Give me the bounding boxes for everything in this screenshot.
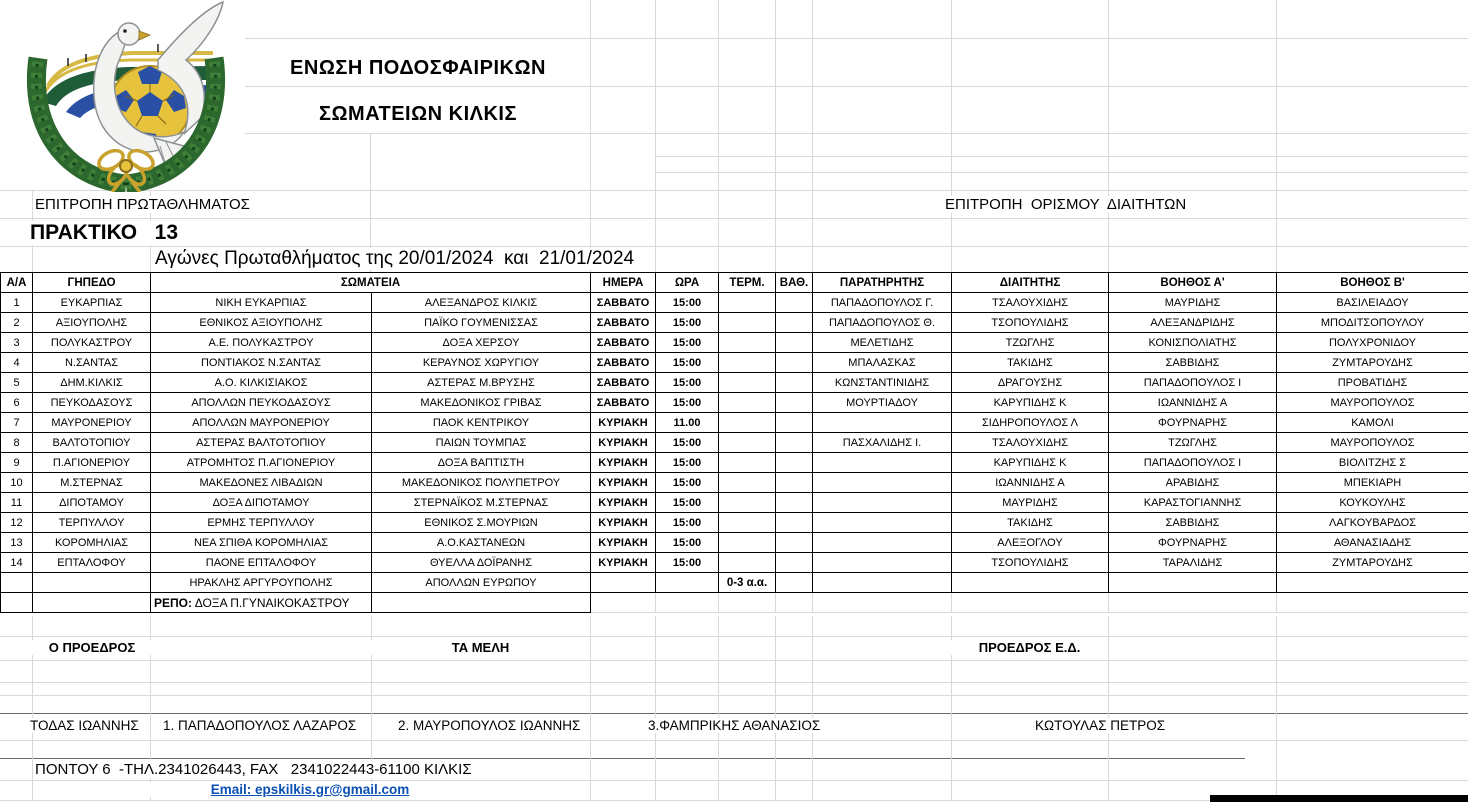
cell-assist-a: ΚΑΡΑΣΤΟΓΙΑΝΝΗΣ xyxy=(1109,493,1277,513)
cell-away: ΔΟΞΑ ΒΑΠΤΙΣΤΗ xyxy=(372,453,591,473)
cell-referee: ΤΖΩΓΛΗΣ xyxy=(952,333,1109,353)
cell-vath xyxy=(776,493,813,513)
match-row xyxy=(1,473,1468,493)
cell-term xyxy=(719,333,776,353)
col-header-assist-a: ΒΟΗΘΟΣ Α' xyxy=(1109,273,1277,293)
cell-assist-b: ΒΑΣΙΛΕΙΑΔΟΥ xyxy=(1277,293,1468,313)
gridline xyxy=(812,616,813,800)
cell-no xyxy=(1,573,33,593)
cell-no: 12 xyxy=(1,513,33,533)
cell-time: 15:00 xyxy=(656,333,719,353)
cell-no: 6 xyxy=(1,393,33,413)
president-ed-name: ΚΩΤΟΥΛΑΣ ΠΕΤΡΟΣ xyxy=(1035,718,1166,733)
cell-vath xyxy=(776,433,813,453)
match-row xyxy=(1,433,1468,453)
cell-vath xyxy=(776,333,813,353)
cell-away: ΑΣΤΕΡΑΣ Μ.ΒΡΥΣΗΣ xyxy=(372,373,591,393)
cell-assist-a: ΙΩΑΝΝΙΔΗΣ Α xyxy=(1109,393,1277,413)
cell-observer xyxy=(813,493,952,513)
match-row xyxy=(1,293,1468,313)
col-header-term: ΤΕΡΜ. xyxy=(719,273,776,293)
col-header-referee: ΔΙΑΙΤΗΤΗΣ xyxy=(952,273,1109,293)
member-name-2: 2. ΜΑΥΡΟΠΟΥΛΟΣ ΙΩΑΝΝΗΣ xyxy=(398,718,581,733)
cell-assist-b: ΜΠΟΔΙΤΣΟΠΟΥΛΟΥ xyxy=(1277,313,1468,333)
cell-day: ΣΑΒΒΑΤΟ xyxy=(591,293,656,313)
cell-time: 15:00 xyxy=(656,393,719,413)
cell-venue xyxy=(33,573,151,593)
cell-away: ΑΠΟΛΛΩΝ ΕΥΡΩΠΟΥ xyxy=(372,573,591,593)
cell-day: ΚΥΡΙΑΚΗ xyxy=(591,493,656,513)
cell-no: 10 xyxy=(1,473,33,493)
cell-vath xyxy=(776,353,813,373)
cell-assist-a: ΣΑΒΒΙΔΗΣ xyxy=(1109,513,1277,533)
cell-referee: ΣΙΔΗΡΟΠΟΥΛΟΣ Λ xyxy=(952,413,1109,433)
cell-venue: ΠΕΥΚΟΔΑΣΟΥΣ xyxy=(33,393,151,413)
match-row xyxy=(1,533,1468,553)
cell-day: ΣΑΒΒΑΤΟ xyxy=(591,313,656,333)
org-title-line1: ΕΝΩΣΗ ΠΟΔΟΣΦΑΙΡΙΚΩΝ xyxy=(247,57,589,80)
gridline xyxy=(1276,0,1277,272)
gridline xyxy=(812,0,813,272)
cell-referee: ΑΛΕΞΟΓΛΟΥ xyxy=(952,533,1109,553)
cell-day: ΚΥΡΙΑΚΗ xyxy=(591,533,656,553)
match-row xyxy=(1,553,1468,573)
cell-assist-a: ΑΡΑΒΙΔΗΣ xyxy=(1109,473,1277,493)
match-row xyxy=(1,353,1468,373)
cell-home: ΠΟΝΤΙΑΚΟΣ Ν.ΣΑΝΤΑΣ xyxy=(151,353,372,373)
cell-away: ΠΑΙΩΝ ΤΟΥΜΠΑΣ xyxy=(372,433,591,453)
cell-observer xyxy=(813,573,952,593)
cell-observer xyxy=(813,413,952,433)
cell-term xyxy=(719,433,776,453)
cell-referee: ΚΑΡΥΠΙΔΗΣ Κ xyxy=(952,453,1109,473)
gridline xyxy=(0,695,1468,696)
gridline xyxy=(245,133,1468,134)
cell-referee: ΜΑΥΡΙΔΗΣ xyxy=(952,493,1109,513)
cell-observer xyxy=(813,553,952,573)
cell-day: ΚΥΡΙΑΚΗ xyxy=(591,473,656,493)
cell-day: ΚΥΡΙΑΚΗ xyxy=(591,413,656,433)
cell-away: ΠΑΪΚΟ ΓΟΥΜΕΝΙΣΣΑΣ xyxy=(372,313,591,333)
cell-home: ΝΙΚΗ ΕΥΚΑΡΠΙΑΣ xyxy=(151,293,372,313)
cell-time: 15:00 xyxy=(656,513,719,533)
cell-time: 11.00 xyxy=(656,413,719,433)
cell-term xyxy=(719,313,776,333)
match-row xyxy=(1,493,1468,513)
cell-vath xyxy=(776,553,813,573)
cell-vath xyxy=(776,313,813,333)
match-row xyxy=(1,513,1468,533)
committee-left-label: ΕΠΙΤΡΟΠΗ ΠΡΩΤΑΘΛΗΜΑΤΟΣ xyxy=(35,196,250,213)
col-header-vath: ΒΑΘ. xyxy=(776,273,813,293)
cell-term xyxy=(719,473,776,493)
cell-venue: ΔΙΠΟΤΑΜΟΥ xyxy=(33,493,151,513)
match-row xyxy=(1,373,1468,393)
cell-assist-b: ΒΙΟΛΙΤΖΗΣ Σ xyxy=(1277,453,1468,473)
gridline xyxy=(655,616,656,800)
cell-time xyxy=(656,573,719,593)
cell-venue: Π.ΑΓΙΟΝΕΡΙΟΥ xyxy=(33,453,151,473)
cell-away: ΠΑΟΚ ΚΕΝΤΡΙΚΟΥ xyxy=(372,413,591,433)
cell-day: ΣΑΒΒΑΤΟ xyxy=(591,373,656,393)
table-row-repo xyxy=(1,593,1468,613)
gridline xyxy=(0,246,1468,247)
cell-assist-a: ΤΑΡΑΛΙΔΗΣ xyxy=(1109,553,1277,573)
cell-vath xyxy=(776,413,813,433)
cell-home: ΜΑΚΕΔΟΝΕΣ ΛΙΒΑΔΙΩΝ xyxy=(151,473,372,493)
cell-time: 15:00 xyxy=(656,453,719,473)
gridline xyxy=(0,780,1468,781)
cell-home: ΗΡΑΚΛΗΣ ΑΡΓΥΡΟΥΠΟΛΗΣ xyxy=(151,573,372,593)
address-line: ΠΟΝΤΟΥ 6 -ΤΗΛ.2341026443, FAX 2341022443-61100 ΚΙΛΚΙΣ xyxy=(35,761,472,778)
col-header-clubs: ΣΩΜΑΤΕΙΑ xyxy=(151,273,591,293)
cell-no: 3 xyxy=(1,333,33,353)
gridline xyxy=(951,0,952,272)
cell-referee: ΤΣΑΛΟΥΧΙΔΗΣ xyxy=(952,433,1109,453)
president-ed-label: ΠΡΟΕΔΡΟΣ Ε.Δ. xyxy=(951,640,1108,655)
gridline xyxy=(0,660,1468,661)
eps-kilkis-crest-logo xyxy=(8,0,245,192)
cell-away: ΜΑΚΕΔΟΝΙΚΟΣ ΓΡΙΒΑΣ xyxy=(372,393,591,413)
cell-no: 14 xyxy=(1,553,33,573)
cell-home: ΑΠΟΛΛΩΝ ΜΑΥΡΟΝΕΡΙΟΥ xyxy=(151,413,372,433)
cell-venue: ΑΞΙΟΥΠΟΛΗΣ xyxy=(33,313,151,333)
cell-away: Α.Ο.ΚΑΣΤΑΝΕΩΝ xyxy=(372,533,591,553)
repo-label: ΡΕΠΟ: xyxy=(154,595,193,610)
cell-time: 15:00 xyxy=(656,353,719,373)
cell-no: 7 xyxy=(1,413,33,433)
cell-repo-note xyxy=(151,593,372,613)
committee-right-label: ΕΠΙΤΡΟΠΗ ΟΡΙΣΜΟΥ ΔΙΑΙΤΗΤΩΝ xyxy=(945,196,1187,213)
cell-day: ΚΥΡΙΑΚΗ xyxy=(591,553,656,573)
cell-home: ΝΕΑ ΣΠΙΘΑ ΚΟΡΟΜΗΛΙΑΣ xyxy=(151,533,372,553)
cell-vath xyxy=(776,293,813,313)
cell-away: ΚΕΡΑΥΝΟΣ ΧΩΡΥΓΙΟΥ xyxy=(372,353,591,373)
cell-term xyxy=(719,553,776,573)
cell-assist-a: ΚΟΝΙΣΠΟΛΙΑΤΗΣ xyxy=(1109,333,1277,353)
gridline xyxy=(0,682,1468,683)
cell-assist-b: ΚΟΥΚΟΥΛΗΣ xyxy=(1277,493,1468,513)
cell-home: ΔΟΞΑ ΔΙΠΟΤΑΜΟΥ xyxy=(151,493,372,513)
cell-assist-b: ΜΠΕΚΙΑΡΗ xyxy=(1277,473,1468,493)
cell-vath xyxy=(776,533,813,553)
cell-referee xyxy=(952,573,1109,593)
cell-home: Α.Ε. ΠΟΛΥΚΑΣΤΡΟΥ xyxy=(151,333,372,353)
member-name-3: 3.ΦΑΜΠΡΙΚΗΣ ΑΘΑΝΑΣΙΟΣ xyxy=(648,718,821,733)
cell-home: ΑΤΡΟΜΗΤΟΣ Π.ΑΓΙΟΝΕΡΙΟΥ xyxy=(151,453,372,473)
cell-assist-b: ΚΑΜΟΛΙ xyxy=(1277,413,1468,433)
president-name: ΤΟΔΑΣ ΙΩΑΝΝΗΣ xyxy=(30,718,139,733)
matches-subtitle: Αγώνες Πρωταθλήματος της 20/01/2024 και 21/01/2024 xyxy=(155,248,635,269)
cell-term xyxy=(719,293,776,313)
cell-away: ΘΥΕΛΛΑ ΔΟΪΡΑΝΗΣ xyxy=(372,553,591,573)
cell-day: ΚΥΡΙΑΚΗ xyxy=(591,513,656,533)
cell-referee: ΤΑΚΙΔΗΣ xyxy=(952,513,1109,533)
match-row xyxy=(1,393,1468,413)
bottom-black-bar xyxy=(1210,795,1468,802)
cell-observer xyxy=(813,513,952,533)
cell-day: ΣΑΒΒΑΤΟ xyxy=(591,353,656,373)
cell-referee: ΤΑΚΙΔΗΣ xyxy=(952,353,1109,373)
cell-home: ΕΘΝΙΚΟΣ ΑΞΙΟΥΠΟΛΗΣ xyxy=(151,313,372,333)
cell-term xyxy=(719,493,776,513)
gridline xyxy=(590,0,591,272)
cell-away: ΜΑΚΕΔΟΝΙΚΟΣ ΠΟΛΥΠΕΤΡΟΥ xyxy=(372,473,591,493)
cell-assist-b: ΖΥΜΤΑΡΟΥΔΗΣ xyxy=(1277,353,1468,373)
cell-observer: ΜΟΥΡΤΙΑΔΟΥ xyxy=(813,393,952,413)
minutes-title: ΠΡΑΚΤΙΚΟ 13 xyxy=(30,221,179,244)
cell-assist-b: ΜΑΥΡΟΠΟΥΛΟΣ xyxy=(1277,393,1468,413)
match-row xyxy=(1,313,1468,333)
gridline xyxy=(0,636,1468,637)
cell-assist-b: ΛΑΓΚΟΥΒΑΡΔΟΣ xyxy=(1277,513,1468,533)
gridline xyxy=(0,740,1468,741)
cell-away: ΕΘΝΙΚΟΣ Σ.ΜΟΥΡΙΩΝ xyxy=(372,513,591,533)
cell-away: ΑΛΕΞΑΝΔΡΟΣ ΚΙΛΚΙΣ xyxy=(372,293,591,313)
cell-time: 15:00 xyxy=(656,473,719,493)
cell-time: 15:00 xyxy=(656,553,719,573)
cell-observer: ΜΕΛΕΤΙΔΗΣ xyxy=(813,333,952,353)
cell-day: ΣΑΒΒΑΤΟ xyxy=(591,333,656,353)
match-row xyxy=(1,333,1468,353)
col-header-time: ΩΡΑ xyxy=(656,273,719,293)
cell-venue: Ν.ΣΑΝΤΑΣ xyxy=(33,353,151,373)
cell-assist-a: ΦΟΥΡΝΑΡΗΣ xyxy=(1109,413,1277,433)
cell-venue: ΜΑΥΡΟΝΕΡΙΟΥ xyxy=(33,413,151,433)
members-label: ΤΑ ΜΕΛΗ xyxy=(371,640,590,655)
cell-assist-b: ΜΑΥΡΟΠΟΥΛΟΣ xyxy=(1277,433,1468,453)
cell-no: 5 xyxy=(1,373,33,393)
cell-home: ΠΑΟΝΕ ΕΠΤΑΛΟΦΟΥ xyxy=(151,553,372,573)
cell-term xyxy=(719,393,776,413)
cell-vath xyxy=(776,573,813,593)
gridline xyxy=(775,0,776,272)
cell-observer: ΚΩΝΣΤΑΝΤΙΝΙΔΗΣ xyxy=(813,373,952,393)
gridline xyxy=(245,86,1468,87)
col-header-day: ΗΜΕΡΑ xyxy=(591,273,656,293)
cell-assist-a: ΜΑΥΡΙΔΗΣ xyxy=(1109,293,1277,313)
cell-term xyxy=(719,453,776,473)
gridline xyxy=(655,172,1468,173)
cell-venue: ΕΠΤΑΛΟΦΟΥ xyxy=(33,553,151,573)
gridline xyxy=(0,713,1468,714)
cell-venue xyxy=(33,593,151,613)
gridline xyxy=(590,616,591,800)
gridline xyxy=(655,0,656,272)
org-title-line2: ΣΩΜΑΤΕΙΩΝ ΚΙΛΚΙΣ xyxy=(247,103,589,126)
cell-referee: ΤΣΟΠΟΥΛΙΔΗΣ xyxy=(952,553,1109,573)
cell-vath xyxy=(776,513,813,533)
cell-assist-b: ΠΟΛΥΧΡΟΝΙΔΟΥ xyxy=(1277,333,1468,353)
cell-no xyxy=(1,593,33,613)
cell-assist-a: ΦΟΥΡΝΑΡΗΣ xyxy=(1109,533,1277,553)
cell-vath xyxy=(776,393,813,413)
cell-assist-a xyxy=(1109,573,1277,593)
gridline xyxy=(1108,0,1109,272)
cell-referee: ΙΩΑΝΝΙΔΗΣ Α xyxy=(952,473,1109,493)
cell-venue: ΚΟΡΟΜΗΛΙΑΣ xyxy=(33,533,151,553)
gridline xyxy=(0,218,1468,219)
cell-time: 15:00 xyxy=(656,533,719,553)
cell-home: ΑΣΤΕΡΑΣ ΒΑΛΤΟΤΟΠΙΟΥ xyxy=(151,433,372,453)
cell-assist-a: ΑΛΕΞΑΝΔΡΙΔΗΣ xyxy=(1109,313,1277,333)
cell-term xyxy=(719,413,776,433)
cell-no: 11 xyxy=(1,493,33,513)
cell-term xyxy=(719,513,776,533)
col-header-venue: ΓΗΠΕΔΟ xyxy=(33,273,151,293)
cell-observer: ΜΠΑΛΑΣΚΑΣ xyxy=(813,353,952,373)
cell-observer: ΠΑΣΧΑΛΙΔΗΣ Ι. xyxy=(813,433,952,453)
cell-home: ΕΡΜΗΣ ΤΕΡΠΥΛΛΟΥ xyxy=(151,513,372,533)
cell-time: 15:00 xyxy=(656,493,719,513)
cell-time: 15:00 xyxy=(656,433,719,453)
cell-term xyxy=(719,353,776,373)
col-header-aa: Α/Α xyxy=(1,273,33,293)
match-row xyxy=(1,453,1468,473)
gridline xyxy=(718,616,719,800)
cell-term xyxy=(719,533,776,553)
president-label: Ο ΠΡΟΕΔΡΟΣ xyxy=(28,640,156,655)
cell-day: ΣΑΒΒΑΤΟ xyxy=(591,393,656,413)
cell-venue: ΠΟΛΥΚΑΣΤΡΟΥ xyxy=(33,333,151,353)
cell-assist-b: ΠΡΟΒΑΤΙΔΗΣ xyxy=(1277,373,1468,393)
gridline xyxy=(245,38,1468,39)
gridline xyxy=(1108,616,1109,800)
cell-time: 15:00 xyxy=(656,293,719,313)
cell-referee: ΤΣΑΛΟΥΧΙΔΗΣ xyxy=(952,293,1109,313)
match-row xyxy=(1,413,1468,433)
gridline xyxy=(655,156,1468,157)
cell-no: 13 xyxy=(1,533,33,553)
gridline xyxy=(718,0,719,272)
cell-no: 9 xyxy=(1,453,33,473)
cell-venue: ΤΕΡΠΥΛΛΟΥ xyxy=(33,513,151,533)
cell-referee: ΚΑΡΥΠΙΔΗΣ Κ xyxy=(952,393,1109,413)
cell-observer: ΠΑΠΑΔΟΠΟΥΛΟΣ Γ. xyxy=(813,293,952,313)
cell-time: 15:00 xyxy=(656,313,719,333)
cell-assist-b: ΑΘΑΝΑΣΙΑΔΗΣ xyxy=(1277,533,1468,553)
cell-day: ΚΥΡΙΑΚΗ xyxy=(591,453,656,473)
cell-home: ΑΠΟΛΛΩΝ ΠΕΥΚΟΔΑΣΟΥΣ xyxy=(151,393,372,413)
cell-vath xyxy=(776,373,813,393)
col-header-observer: ΠΑΡΑΤΗΡΗΤΗΣ xyxy=(813,273,952,293)
cell-away xyxy=(372,593,591,613)
cell-venue: ΔΗΜ.ΚΙΛΚΙΣ xyxy=(33,373,151,393)
cell-venue: ΕΥΚΑΡΠΙΑΣ xyxy=(33,293,151,313)
cell-no: 1 xyxy=(1,293,33,313)
gridline xyxy=(775,616,776,800)
cell-term xyxy=(719,373,776,393)
member-name-1: 1. ΠΑΠΑΔΟΠΟΥΛΟΣ ΛΑΖΑΡΟΣ xyxy=(163,718,357,733)
cell-assist-a: ΠΑΠΑΔΟΠΟΥΛΟΣ Ι xyxy=(1109,373,1277,393)
cell-day xyxy=(591,573,656,593)
cell-day: ΚΥΡΙΑΚΗ xyxy=(591,433,656,453)
cell-away: ΣΤΕΡΝΑΪΚΟΣ Μ.ΣΤΕΡΝΑΣ xyxy=(372,493,591,513)
cell-assist-a: ΠΑΠΑΔΟΠΟΥΛΟΣ Ι xyxy=(1109,453,1277,473)
cell-assist-b: ΖΥΜΤΑΡΟΥΔΗΣ xyxy=(1277,553,1468,573)
repo-team: ΔΟΞΑ Π.ΓΥΝΑΙΚΟΚΑΣΤΡΟΥ xyxy=(192,595,350,610)
cell-term-score: 0-3 α.α. xyxy=(719,573,776,593)
cell-vath xyxy=(776,473,813,493)
cell-home: Α.Ο. ΚΙΛΚΙΣΙΑΚΟΣ xyxy=(151,373,372,393)
cell-observer: ΠΑΠΑΔΟΠΟΥΛΟΣ Θ. xyxy=(813,313,952,333)
cell-assist-a: ΤΖΩΓΛΗΣ xyxy=(1109,433,1277,453)
cell-observer xyxy=(813,533,952,553)
table-row-forfeit xyxy=(1,573,1468,593)
cell-venue: Μ.ΣΤΕΡΝΑΣ xyxy=(33,473,151,493)
email-link[interactable]: Email: epskilkis.gr@gmail.com xyxy=(150,782,470,797)
cell-time: 15:00 xyxy=(656,373,719,393)
cell-away: ΔΟΞΑ ΧΕΡΣΟΥ xyxy=(372,333,591,353)
cell-assist-a: ΣΑΒΒΙΔΗΣ xyxy=(1109,353,1277,373)
fixtures-table xyxy=(0,272,1468,613)
cell-referee: ΤΣΟΠΟΥΛΙΔΗΣ xyxy=(952,313,1109,333)
cell-vath xyxy=(776,453,813,473)
cell-assist-b xyxy=(1277,573,1468,593)
gridline xyxy=(1276,616,1277,800)
table-header-row xyxy=(1,273,1468,293)
col-header-assist-b: ΒΟΗΘΟΣ Β' xyxy=(1277,273,1468,293)
cell-referee: ΔΡΑΓΟΥΣΗΣ xyxy=(952,373,1109,393)
cell-no: 4 xyxy=(1,353,33,373)
cell-venue: ΒΑΛΤΟΤΟΠΙΟΥ xyxy=(33,433,151,453)
cell-observer xyxy=(813,453,952,473)
gridline xyxy=(0,758,1245,759)
cell-observer xyxy=(813,473,952,493)
cell-no: 8 xyxy=(1,433,33,453)
cell-no: 2 xyxy=(1,313,33,333)
